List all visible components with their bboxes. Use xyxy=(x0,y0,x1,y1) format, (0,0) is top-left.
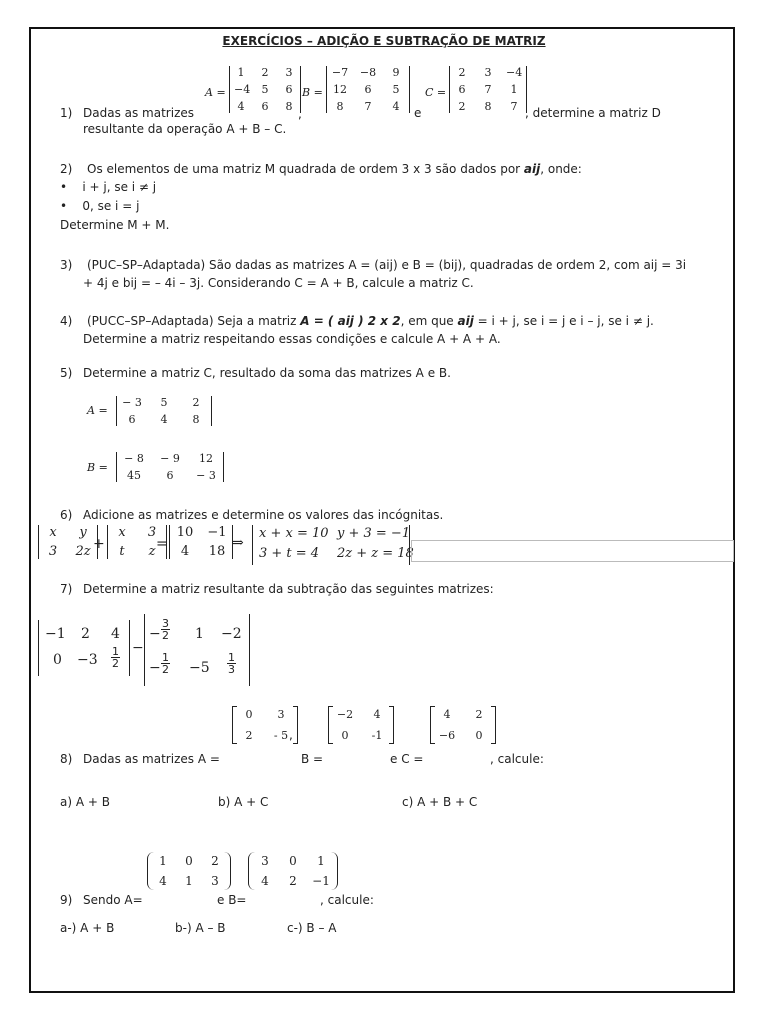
q7-matrix-2: − $\frac{3}{2}$ 1 −2 − $\frac{1}{2}$ −5 $\frac{1}{3}$ xyxy=(144,614,250,686)
q8-text-c: e C = xyxy=(390,752,424,766)
q8-matrix-b: −2 4 0 -1 xyxy=(328,706,394,744)
q8-item-c: c) A + B + C xyxy=(402,795,478,809)
q6-matrix-1: x y 3 2z xyxy=(38,525,98,559)
q2-bullet-1: • i + j, se i ≠ j xyxy=(60,180,157,194)
q7-text: Determine a matriz resultante da subtração das seguintes matrizes: xyxy=(83,582,494,596)
q5-text: Determine a matriz C, resultado da soma das matrizes A e B. xyxy=(83,366,451,380)
q1-number: 1) xyxy=(60,106,73,120)
q2-determine: Determine M + M. xyxy=(60,218,170,232)
q2-text: Os elementos de uma matriz M quadrada de ordem 3 x 3 são dados por aij, onde: xyxy=(87,162,582,176)
q8-item-a: a) A + B xyxy=(60,795,110,809)
q3-line-2: + 4j e bij = – 4i – 3j. Considerando C = A + B, calcule a matriz C. xyxy=(83,276,474,290)
q1-text-c: resultante da operação A + B – C. xyxy=(83,122,287,136)
q6-matrix-3: 10 −1 4 18 xyxy=(169,525,233,559)
q6-plus: + xyxy=(93,536,105,552)
q1-comma: , xyxy=(298,107,302,121)
q5-matrix-a: − 3 5 2 6 4 8 xyxy=(116,396,212,426)
q9-item-b: b-) A – B xyxy=(175,921,226,935)
q4-number: 4) xyxy=(60,314,73,328)
q9-text-b: e B= xyxy=(217,893,247,907)
q6-system: x + x = 10 y + 3 = −1 3 + t = 4 2z + z = 18 xyxy=(252,525,410,565)
q8-matrix-c: 4 2 −6 0 xyxy=(430,706,496,744)
q1-label-c: C = xyxy=(425,86,447,99)
q8-text-a: Dadas as matrizes A = xyxy=(83,752,220,766)
q1-label-b: B = xyxy=(302,86,323,99)
q5-label-a: A = xyxy=(87,404,108,417)
q9-matrix-b: 3 0 1 4 2 −1 xyxy=(248,852,338,890)
q2-number: 2) xyxy=(60,162,73,176)
q8-text-b: B = xyxy=(301,752,324,766)
q4-line-1: (PUCC–SP–Adaptada) Seja a matriz A = ( aij ) 2 x 2, em que aij = i + j, se i = j e i – j, se i ≠ j. xyxy=(87,314,654,328)
q5-number: 5) xyxy=(60,366,73,380)
q1-e: e xyxy=(414,106,422,120)
q3-number: 3) xyxy=(60,258,73,272)
q8-item-b: b) A + C xyxy=(218,795,269,809)
q6-answer-box[interactable] xyxy=(411,540,734,562)
q6-text: Adicione as matrizes e determine os valores das incógnitas. xyxy=(83,508,444,522)
q9-text-c: , calcule: xyxy=(320,893,374,907)
q9-number: 9) xyxy=(60,893,73,907)
q9-item-c: c-) B – A xyxy=(287,921,337,935)
q8-text-d: , calcule: xyxy=(490,752,544,766)
q7-matrix-1: −1 2 4 0 −3 $\frac{1}{2}$ xyxy=(38,620,130,676)
q8-comma: , xyxy=(289,728,293,742)
q6-implies: ⇒ xyxy=(232,535,244,551)
q1-matrix-c: 2 3 −4 6 7 1 2 8 7 xyxy=(449,66,527,113)
q1-matrix-b: −7 −8 9 12 6 5 8 7 4 xyxy=(326,66,410,113)
q9-matrix-a: 1 0 2 4 1 3 xyxy=(147,852,231,890)
q4-line-2: Determine a matriz respeitando essas condições e calcule A + A + A. xyxy=(83,332,501,346)
q3-line-1: (PUC–SP–Adaptada) São dadas as matrizes A = (aij) e B = (bij), quadradas de ordem 2, com aij = 3i xyxy=(87,258,687,272)
q8-matrix-a: 0 3 2 - 5 xyxy=(232,706,298,744)
q9-text-a: Sendo A= xyxy=(83,893,143,907)
q5-label-b: B = xyxy=(87,461,108,474)
q1-matrix-a: 1 2 3 −4 5 6 4 6 8 xyxy=(229,66,301,113)
q2-bullet-2: • 0, se i = j xyxy=(60,199,140,213)
q1-text-b: , determine a matriz D xyxy=(525,106,661,120)
q8-number: 8) xyxy=(60,752,73,766)
q9-item-a: a-) A + B xyxy=(60,921,115,935)
q7-number: 7) xyxy=(60,582,73,596)
q1-label-a: A = xyxy=(205,86,226,99)
page-title: EXERCÍCIOS – ADIÇÃO E SUBTRAÇÃO DE MATRIZ xyxy=(222,34,546,48)
q6-number: 6) xyxy=(60,508,73,522)
q5-matrix-b: − 8 − 9 12 45 6 − 3 xyxy=(116,452,224,482)
q7-minus: − xyxy=(132,640,144,656)
q6-matrix-2: x 3 t z xyxy=(107,525,167,559)
q6-equals: = xyxy=(156,536,168,552)
q1-text-a: Dadas as matrizes xyxy=(83,106,194,120)
